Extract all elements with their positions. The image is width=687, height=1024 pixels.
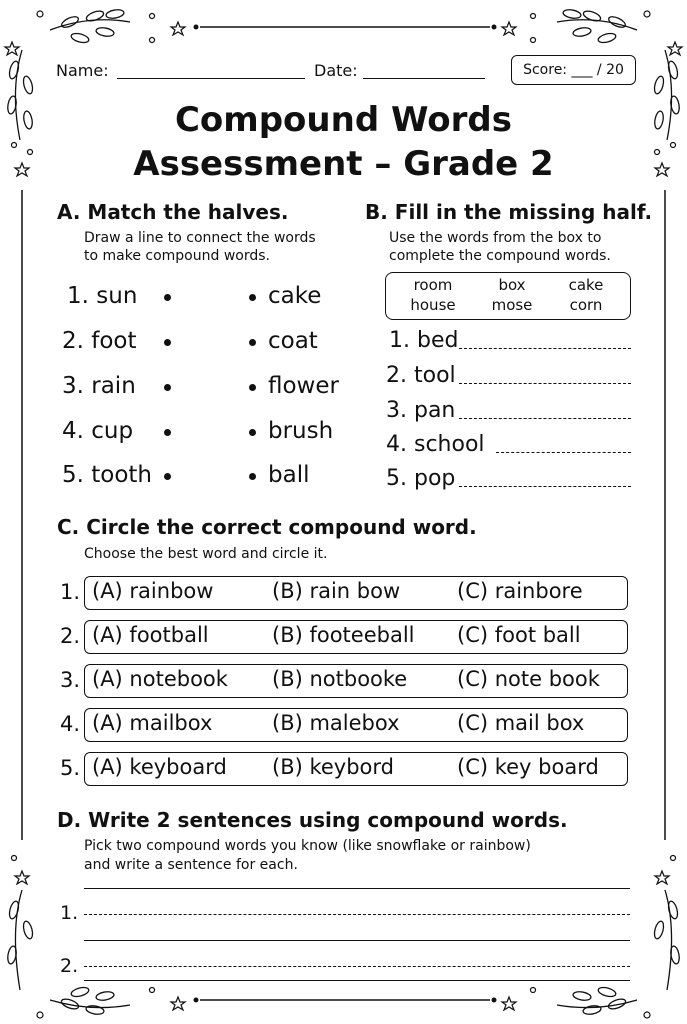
match-right-item: cake xyxy=(268,283,322,309)
match-left-dot[interactable] xyxy=(164,384,171,391)
option-c[interactable]: (C) rainbore xyxy=(457,579,583,603)
match-right-item: coat xyxy=(268,328,318,354)
date-field[interactable] xyxy=(363,78,485,79)
match-right-dot[interactable] xyxy=(249,429,256,436)
section-b-instructions-2: complete the compound words. xyxy=(389,248,611,264)
word-box xyxy=(385,272,631,320)
match-right-dot[interactable] xyxy=(249,473,256,480)
section-b-instructions-1: Use the words from the box to xyxy=(389,230,602,246)
question-number: 2. xyxy=(60,624,81,648)
sentence-number: 2. xyxy=(60,955,79,977)
writing-line[interactable] xyxy=(84,888,630,889)
option-a[interactable]: (A) keyboard xyxy=(92,755,227,779)
question-number: 5. xyxy=(60,756,81,780)
option-a[interactable]: (A) notebook xyxy=(92,667,228,691)
word-box-item: house xyxy=(410,296,456,314)
fill-item: 4. school xyxy=(386,432,485,457)
page-title-line2: Assessment – Grade 2 xyxy=(133,144,554,184)
question-row xyxy=(84,620,628,654)
option-c[interactable]: (C) key board xyxy=(457,755,599,779)
option-a[interactable]: (A) mailbox xyxy=(92,711,213,735)
match-right-item: brush xyxy=(268,418,334,444)
writing-line[interactable] xyxy=(84,914,630,915)
word-box-item: box xyxy=(498,276,526,294)
section-d-heading: D. Write 2 sentences using compound words. xyxy=(57,808,568,832)
option-c[interactable]: (C) foot ball xyxy=(457,623,581,647)
question-number: 1. xyxy=(60,580,81,604)
fill-blank[interactable] xyxy=(459,486,631,487)
word-box-item: cake xyxy=(568,276,604,294)
match-right-dot[interactable] xyxy=(249,294,256,301)
writing-line[interactable] xyxy=(84,966,630,967)
option-b[interactable]: (B) footeeball xyxy=(272,623,415,647)
section-a-heading: A. Match the halves. xyxy=(57,200,289,224)
option-c[interactable]: (C) note book xyxy=(457,667,600,691)
section-d-instructions-1: Pick two compound words you know (like snowflake or rainbow) xyxy=(84,838,531,854)
option-b[interactable]: (B) malebox xyxy=(272,711,400,735)
option-b[interactable]: (B) notbooke xyxy=(272,667,408,691)
option-a[interactable]: (A) rainbow xyxy=(92,579,214,603)
question-row xyxy=(84,752,628,786)
option-b[interactable]: (B) rain bow xyxy=(272,579,401,603)
match-left-item: 5. tooth xyxy=(62,462,153,488)
question-number: 4. xyxy=(60,712,81,736)
question-row xyxy=(84,664,628,698)
fill-item: 3. pan xyxy=(386,398,456,423)
question-row xyxy=(84,576,628,610)
question-number: 3. xyxy=(60,668,81,692)
match-left-item: 2. foot xyxy=(62,328,137,354)
match-left-dot[interactable] xyxy=(164,473,171,480)
fill-blank[interactable] xyxy=(459,418,631,419)
word-box-item: mose xyxy=(491,296,533,314)
option-b[interactable]: (B) keybord xyxy=(272,755,395,779)
section-a-instructions-2: to make compound words. xyxy=(84,248,270,264)
option-a[interactable]: (A) football xyxy=(92,623,209,647)
score-box xyxy=(511,55,636,85)
section-c-heading: C. Circle the correct compound word. xyxy=(57,515,477,539)
word-box-item: room xyxy=(413,276,453,294)
sentence-number: 1. xyxy=(60,902,79,924)
fill-item: 2. tool xyxy=(386,363,456,388)
match-left-item: 1. sun xyxy=(67,283,138,309)
section-c-instructions: Choose the best word and circle it. xyxy=(84,546,328,562)
writing-line[interactable] xyxy=(84,980,630,981)
writing-line[interactable] xyxy=(84,940,630,941)
question-row xyxy=(84,708,628,742)
score-text: Score: ___ / 20 xyxy=(523,62,624,78)
match-right-dot[interactable] xyxy=(249,384,256,391)
match-left-item: 3. rain xyxy=(62,373,136,399)
section-d-instructions-2: and write a sentence for each. xyxy=(84,857,298,873)
match-left-dot[interactable] xyxy=(164,429,171,436)
match-right-dot[interactable] xyxy=(249,339,256,346)
match-right-item: ball xyxy=(268,462,310,488)
section-b-heading: B. Fill in the missing half. xyxy=(365,200,653,224)
fill-item: 1. bed xyxy=(389,328,459,353)
match-left-dot[interactable] xyxy=(164,339,171,346)
section-a-instructions-1: Draw a line to connect the words xyxy=(84,230,316,246)
fill-item: 5. pop xyxy=(386,466,456,491)
fill-blank[interactable] xyxy=(459,348,631,349)
word-box-item: corn xyxy=(569,296,603,314)
match-left-item: 4. cup xyxy=(62,418,134,444)
fill-blank[interactable] xyxy=(496,452,631,453)
fill-blank[interactable] xyxy=(459,383,631,384)
name-field[interactable] xyxy=(117,78,305,79)
match-right-item: flower xyxy=(268,373,339,399)
date-label: Date: xyxy=(314,61,358,80)
option-c[interactable]: (C) mail box xyxy=(457,711,585,735)
name-label: Name: xyxy=(56,61,109,80)
match-left-dot[interactable] xyxy=(164,294,171,301)
page-title-line1: Compound Words xyxy=(174,100,512,140)
